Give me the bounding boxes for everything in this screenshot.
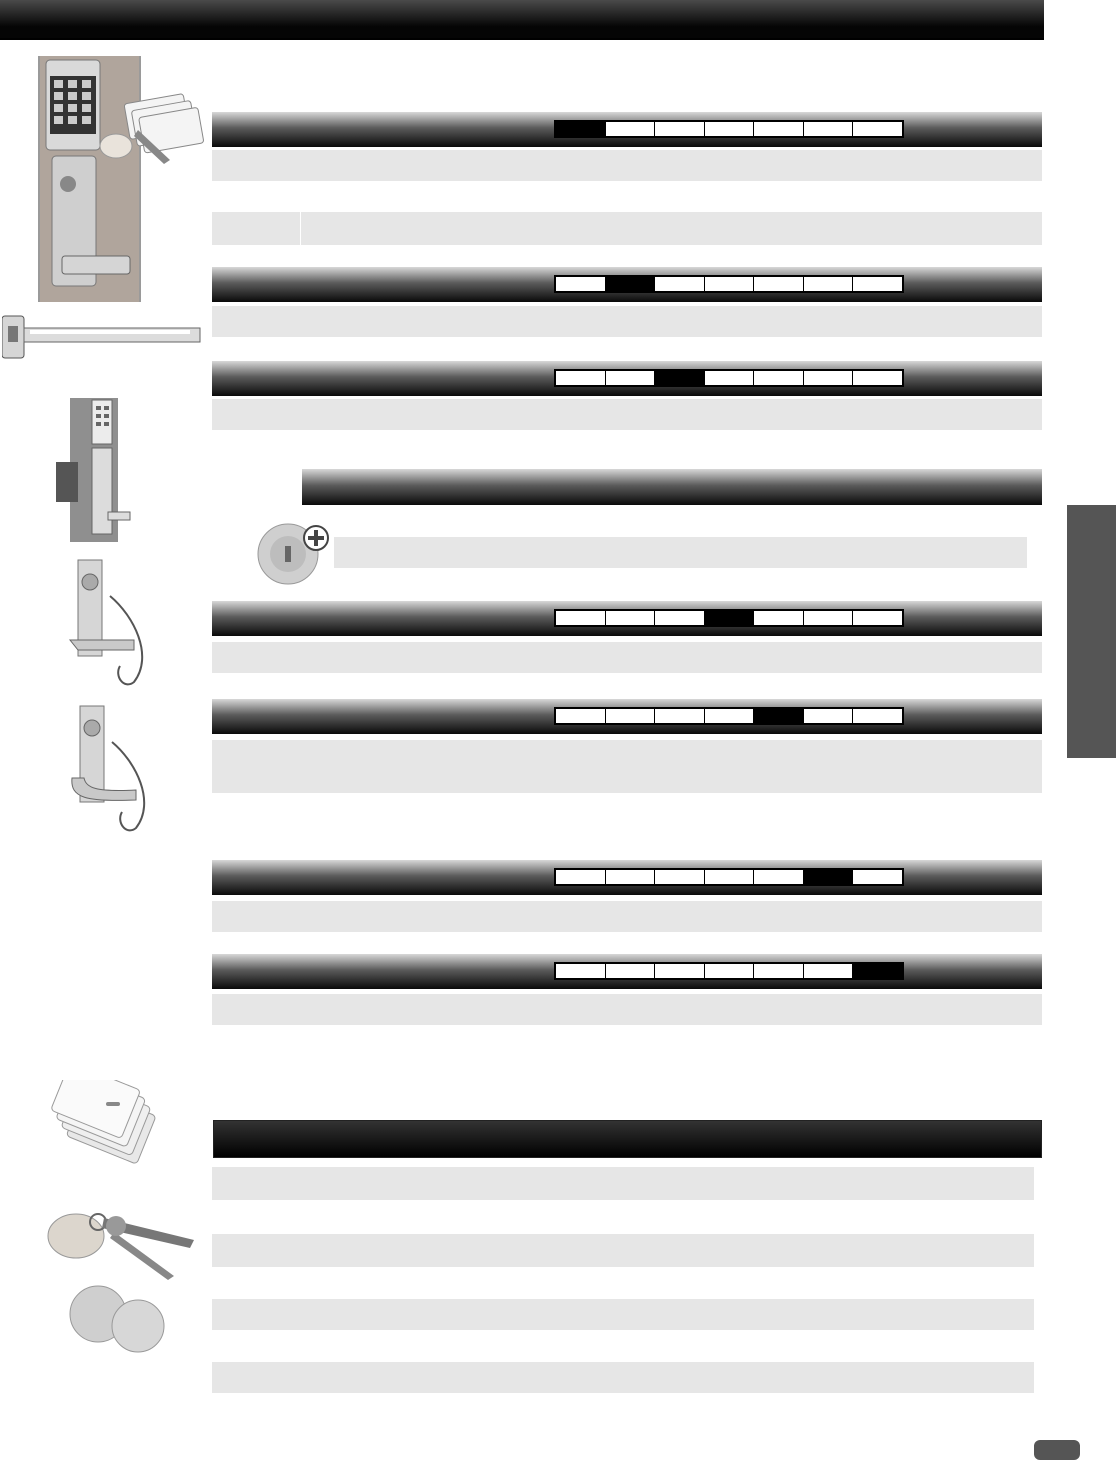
section-header-6 — [212, 860, 1042, 895]
selector-cell-active — [556, 122, 605, 136]
option-section-header — [302, 469, 1042, 505]
selector-cell-active — [754, 709, 803, 723]
exit-bar-image — [2, 312, 202, 362]
row-divider — [300, 212, 301, 245]
disc-tag-image — [62, 1284, 172, 1356]
selector-cell — [754, 122, 803, 136]
section-header-5 — [212, 699, 1042, 734]
selector-cell — [853, 122, 902, 136]
section-header-1 — [212, 112, 1042, 147]
table-row — [212, 1234, 1034, 1267]
table-row — [212, 740, 1042, 793]
selector-cell — [754, 371, 803, 385]
option-row — [334, 537, 1027, 568]
section-header-4 — [212, 601, 1042, 636]
proximity-card-stack-image — [40, 1080, 190, 1190]
table-row — [212, 150, 1042, 181]
table-row — [212, 994, 1042, 1025]
table-row — [212, 1167, 1034, 1200]
selector-cell — [804, 122, 853, 136]
selector-cell-active — [705, 611, 754, 625]
selector-cell — [705, 122, 754, 136]
selector-cell — [556, 709, 605, 723]
selector-cell — [655, 964, 704, 978]
selector-cell — [556, 611, 605, 625]
section-tab — [1067, 505, 1116, 758]
section-header-3 — [212, 361, 1042, 396]
selector-cell — [705, 964, 754, 978]
table-row — [212, 399, 1042, 430]
selector-strip-1 — [554, 120, 904, 138]
table-row — [212, 642, 1042, 673]
selector-cell — [606, 611, 655, 625]
selector-cell — [556, 371, 605, 385]
selector-cell — [655, 870, 704, 884]
selector-cell-active — [804, 870, 853, 884]
page-number — [1034, 1440, 1080, 1460]
selector-cell-active — [606, 277, 655, 291]
keypad-lock-with-cards-image — [38, 56, 206, 302]
selector-cell — [705, 870, 754, 884]
selector-strip-7 — [554, 962, 904, 980]
selector-cell — [754, 611, 803, 625]
selector-cell — [556, 277, 605, 291]
selector-strip-2 — [554, 275, 904, 293]
selector-cell — [853, 371, 902, 385]
selector-cell — [606, 709, 655, 723]
selector-cell — [606, 964, 655, 978]
selector-cell — [853, 870, 902, 884]
selector-cell — [606, 870, 655, 884]
selector-cell — [705, 277, 754, 291]
key-fob-image — [44, 1196, 204, 1282]
selector-cell — [655, 709, 704, 723]
selector-cell — [804, 964, 853, 978]
table-row — [212, 1299, 1034, 1330]
section-header-7 — [212, 954, 1042, 989]
credentials-header — [213, 1120, 1042, 1158]
table-row — [212, 1362, 1034, 1393]
selector-cell — [804, 277, 853, 291]
selector-cell — [556, 964, 605, 978]
selector-cell — [606, 122, 655, 136]
selector-cell — [754, 870, 803, 884]
selector-cell — [655, 122, 704, 136]
selector-strip-6 — [554, 868, 904, 886]
table-row — [212, 181, 1042, 212]
selector-strip-4 — [554, 609, 904, 627]
selector-cell — [556, 870, 605, 884]
selector-strip-3 — [554, 369, 904, 387]
selector-cell — [853, 611, 902, 625]
table-row — [212, 306, 1042, 337]
selector-cell — [853, 709, 902, 723]
top-header-bar — [0, 0, 1044, 40]
selector-cell — [804, 709, 853, 723]
selector-cell-active — [655, 371, 704, 385]
selector-cell-active — [853, 964, 902, 978]
exit-trim-with-cable-image — [66, 702, 158, 838]
mortise-keypad-lock-image — [52, 398, 132, 542]
selector-cell — [705, 709, 754, 723]
selector-cell — [705, 371, 754, 385]
selector-cell — [754, 964, 803, 978]
selector-cell — [804, 611, 853, 625]
selector-cell — [804, 371, 853, 385]
section-header-2 — [212, 267, 1042, 302]
lever-trim-with-cable-image — [64, 556, 156, 692]
selector-cell — [754, 277, 803, 291]
selector-cell — [853, 277, 902, 291]
selector-strip-5 — [554, 707, 904, 725]
selector-cell — [606, 371, 655, 385]
selector-cell — [655, 611, 704, 625]
table-row — [212, 901, 1042, 932]
lock-cylinder-image — [254, 512, 334, 588]
selector-cell — [655, 277, 704, 291]
table-row — [212, 212, 1042, 245]
